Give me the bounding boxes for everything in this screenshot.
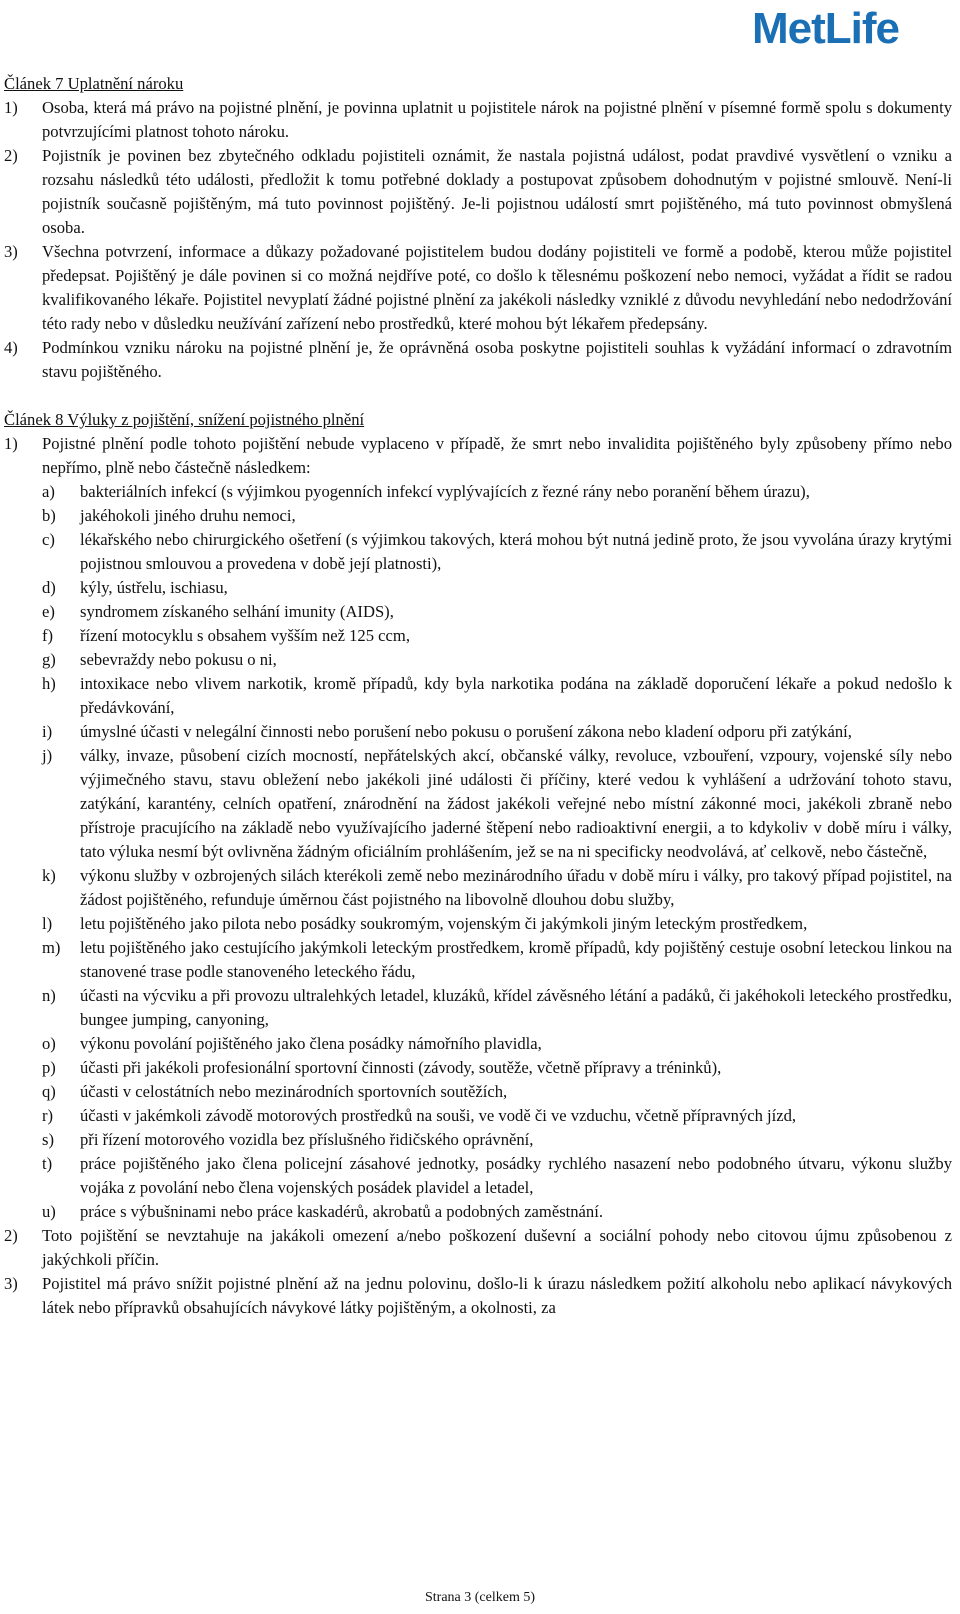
- item-text: Osoba, která má právo na pojistné plnění, je povinna uplatnit u pojistitele nárok na pojistné plnění v písemné formě spolu s dokumenty potvrzujícími platnost tohoto nároku.: [42, 98, 952, 141]
- exclusion-item: [4, 576, 952, 600]
- exclusions-list: [4, 480, 952, 1224]
- exclusion-letter: e): [42, 602, 55, 621]
- exclusion-letter: t): [42, 1154, 53, 1173]
- exclusion-letter: j): [42, 746, 53, 765]
- page-footer: Strana 3 (celkem 5): [424, 1590, 535, 1605]
- article7-item-3: [4, 240, 952, 336]
- exclusion-letter: p): [42, 1058, 56, 1077]
- item-text: Pojistitel má právo snížit pojistné plnění až na jednu polovinu, došlo-li k úrazu následkem požití alkoholu nebo aplikací návykových látek nebo přípravků obsahujících návykové látky pojištěným, a okolnosti, za: [42, 1274, 952, 1317]
- section-gap: [4, 384, 952, 408]
- exclusion-item: [4, 1128, 952, 1152]
- exclusion-text: práce pojištěného jako člena policejní zásahové jednotky, posádky rychlého nasazení nebo podobného útvaru, výkonu služby vojáka z povolání nebo člena vojenských posádek plavidel a letadel,: [80, 1154, 952, 1197]
- item-number: 3): [4, 242, 18, 261]
- exclusion-letter: n): [42, 986, 56, 1005]
- exclusion-item: [4, 624, 952, 648]
- exclusion-text: sebevraždy nebo pokusu o ni,: [80, 650, 277, 669]
- item-text: Podmínkou vzniku nároku na pojistné plnění je, že oprávněná osoba poskytne pojistiteli souhlas k vyžádání informací o zdravotním stavu pojištěného.: [42, 338, 952, 381]
- exclusion-item: [4, 744, 952, 864]
- exclusion-text: syndromem získaného selhání imunity (AIDS),: [80, 602, 394, 621]
- exclusion-letter: q): [42, 1082, 56, 1101]
- exclusion-item: [4, 912, 952, 936]
- exclusion-item: [4, 504, 952, 528]
- exclusion-text: řízení motocyklu s obsahem vyšším než 125 ccm,: [80, 626, 410, 645]
- exclusion-item: [4, 600, 952, 624]
- exclusion-letter: b): [42, 506, 56, 525]
- exclusion-text: jakéhokoli jiného druhu nemoci,: [80, 506, 296, 525]
- exclusion-text: výkonu povolání pojištěného jako člena posádky námořního plavidla,: [80, 1034, 542, 1053]
- logo-text: MetLife: [752, 4, 899, 53]
- exclusion-letter: l): [42, 914, 53, 933]
- exclusion-letter: o): [42, 1034, 56, 1053]
- exclusion-text: bakteriálních infekcí (s výjimkou pyogenních infekcí vyplývajících z řezné rány nebo poranění během úrazu),: [80, 482, 810, 501]
- exclusion-text: kýly, ústřelu, ischiasu,: [80, 578, 228, 597]
- article8-item-1: [4, 432, 952, 480]
- article8-item-2: [4, 1224, 952, 1272]
- exclusion-text: výkonu služby v ozbrojených silách kterékoli země nebo mezinárodního úřadu v době míru i války, pro takový případ pojistitel, na žádost pojištěného, refunduje úměrnou část pojistného na libovolně dlouhou dobu služby,: [80, 866, 952, 909]
- exclusion-text: intoxikace nebo vlivem narkotik, kromě případů, kdy byla narkotika podána na základě doporučení lékaře a pokud nedošlo k předávkování,: [80, 674, 952, 717]
- exclusion-letter: g): [42, 650, 56, 669]
- article8-heading: Článek 8 Výluky z pojištění, snížení pojistného plnění: [4, 410, 365, 429]
- exclusion-text: účasti v celostátních nebo mezinárodních sportovních soutěžích,: [80, 1082, 508, 1101]
- exclusion-item: [4, 720, 952, 744]
- item-number: 2): [4, 146, 18, 165]
- article7-item-4: [4, 336, 952, 384]
- article7-heading: Článek 7 Uplatnění nároku: [4, 74, 184, 93]
- exclusion-letter: m): [42, 938, 61, 957]
- exclusion-text: letu pojištěného jako cestujícího jakýmkoli leteckým prostředkem, kromě případů, kdy pojištěný cestuje osobní leteckou linkou na stanovené trase podle stanoveného leteckého řádu,: [80, 938, 952, 981]
- exclusion-letter: h): [42, 674, 56, 693]
- exclusion-text: lékařského nebo chirurgického ošetření (s výjimkou takových, která mohou být nutná jedině proto, že jsou vyvolána úrazy krytými pojistnou smlouvou a provedena v době její platnosti),: [80, 530, 952, 573]
- exclusion-text: účasti v jakémkoli závodě motorových prostředků na souši, ve vodě či ve vzduchu, včetně přípravných jízd,: [80, 1106, 797, 1125]
- exclusion-letter: f): [42, 626, 54, 645]
- item-text: Toto pojištění se nevztahuje na jakákoli omezení a/nebo poškození duševní a sociální pohody nebo citovou újmu způsobenou z jakýchkoli příčin.: [42, 1226, 952, 1269]
- exclusion-item: [4, 1032, 952, 1056]
- exclusion-item: [4, 936, 952, 984]
- item-text: Všechna potvrzení, informace a důkazy požadované pojistitelem budou dodány pojistiteli ve formě a podobě, kterou může pojistitel předepsat. Pojištěný je dále povinen si co možná nejdříve poté, co došlo k tělesnému poškození nebo nemoci, vyžádat a řídit se radou kvalifikovaného lékaře. Pojistitel nevyplatí žádné pojistné plnění za jakékoli následky vzniklé z důvodu nevyhledání nebo nedodržování této rady nebo v důsledku neužívání zařízení nebo prostředků, které mohou být lékařem předepsány.: [42, 242, 952, 333]
- exclusion-text: úmyslné účasti v nelegální činnosti nebo porušení nebo pokusu o porušení zákona nebo kladení odporu při zatýkání,: [80, 722, 852, 741]
- document-body: [4, 72, 952, 1320]
- article7-item-1: [4, 96, 952, 144]
- exclusion-letter: c): [42, 530, 55, 549]
- exclusion-item: [4, 1200, 952, 1224]
- item-number: 4): [4, 338, 18, 357]
- exclusion-letter: u): [42, 1202, 56, 1221]
- item-text: Pojistník je povinen bez zbytečného odkladu pojistiteli oznámit, že nastala pojistná událost, podat pravdivé vysvětlení o vzniku a rozsahu následků této události, předložit k tomu potřebné doklady a postupovat způsobem dohodnutým v pojistné smlouvě. Není-li pojistník současně pojištěným, má tuto povinnost pojištěný. Je-li pojistnou událostí smrt pojištěného, má tuto povinnost obmyšlená osoba.: [42, 146, 952, 237]
- exclusion-item: [4, 480, 952, 504]
- exclusion-letter: d): [42, 578, 56, 597]
- article8-item-3: [4, 1272, 952, 1320]
- item-text: Pojistné plnění podle tohoto pojištění nebude vyplaceno v případě, že smrt nebo invalidita pojištěného byly způsobeny přímo nebo nepřímo, plně nebo částečně následkem:: [42, 434, 952, 477]
- exclusion-text: účasti na výcviku a při provozu ultralehkých letadel, kluzáků, křídel závěsného létání a padáků, či jakéhokoli leteckého prostředku, bungee jumping, canyoning,: [80, 986, 952, 1029]
- exclusion-item: [4, 1056, 952, 1080]
- exclusion-letter: s): [42, 1130, 54, 1149]
- exclusion-item: [4, 1104, 952, 1128]
- exclusion-item: [4, 1152, 952, 1200]
- item-number: 3): [4, 1274, 18, 1293]
- exclusion-text: práce s výbušninami nebo práce kaskadérů, akrobatů a podobných zaměstnání.: [80, 1202, 603, 1221]
- exclusion-item: [4, 864, 952, 912]
- item-number: 1): [4, 98, 18, 117]
- article7-item-2: [4, 144, 952, 240]
- exclusion-text: při řízení motorového vozidla bez příslušného řidičského oprávnění,: [80, 1130, 534, 1149]
- exclusion-letter: a): [42, 482, 55, 501]
- exclusion-item: [4, 528, 952, 576]
- exclusion-item: [4, 648, 952, 672]
- exclusion-text: letu pojištěného jako pilota nebo posádky soukromým, vojenským či jakýmkoli jiným leteckým prostředkem,: [80, 914, 808, 933]
- exclusion-item: [4, 984, 952, 1032]
- exclusion-text: účasti při jakékoli profesionální sportovní činnosti (závody, soutěže, včetně přípravy a tréninků),: [80, 1058, 722, 1077]
- item-number: 1): [4, 434, 18, 453]
- item-number: 2): [4, 1226, 18, 1245]
- exclusion-item: [4, 1080, 952, 1104]
- exclusion-letter: k): [42, 866, 56, 885]
- metlife-logo: [752, 4, 952, 54]
- exclusion-letter: i): [42, 722, 53, 741]
- exclusion-letter: r): [42, 1106, 54, 1125]
- exclusion-text: války, invaze, působení cizích mocností, nepřátelských akcí, občanské války, revoluce, vzbouření, vzpoury, vojenské síly nebo výjimečného stavu, stavu obležení nebo jakékoli jiné události či příčiny, které vedou k vyhlášení a udržování tohoto stavu, zatýkání, karantény, celních opatření, znárodnění na žádost jakékoli veřejné nebo místní zákonné moci, jakékoli zbraně nebo přístroje pracujícího na základě nebo využívajícího jaderné štěpení nebo radioaktivní energii, a to kdykoliv v době míru i války, tato výluka nesmí být ovlivněna žádným oficiálním prohlášením, jež se na ni specificky neodvolává, ať celkově, nebo částečně,: [80, 746, 952, 861]
- exclusion-item: [4, 672, 952, 720]
